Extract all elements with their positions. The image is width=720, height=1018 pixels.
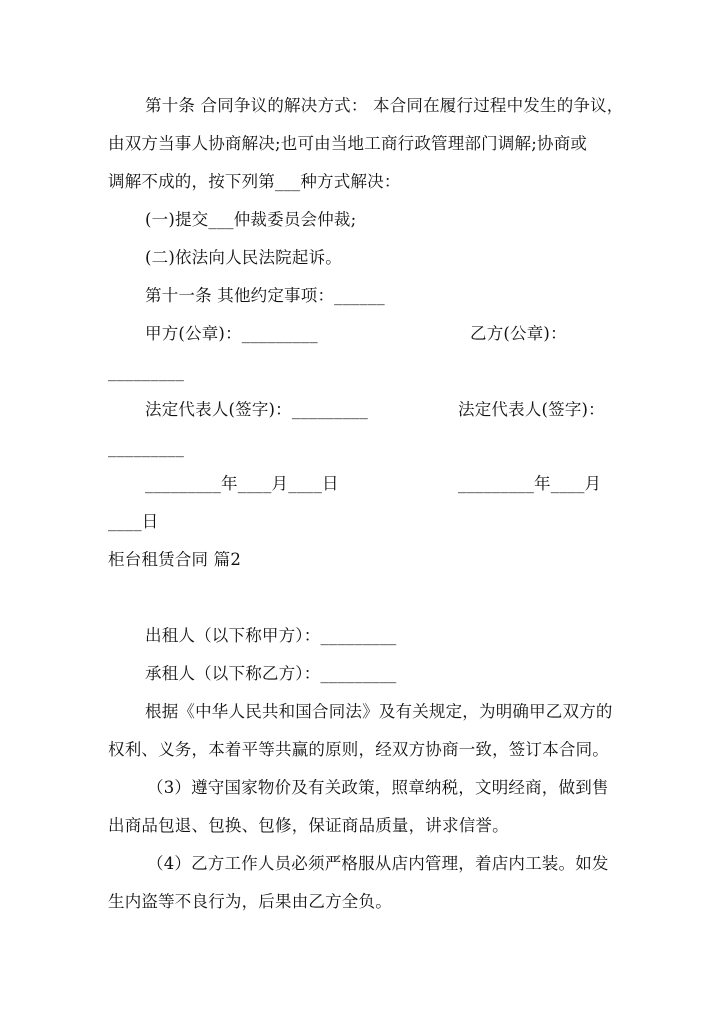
preamble-line-2: 权利、义务，本着平等共赢的原则，经双方协商一致，签订本合同。 — [108, 740, 609, 759]
party-a-seal: 甲方(公章)：_________ — [145, 324, 318, 343]
clause-3-line-2: 出商品包退、包换、包修，保证商品质量，讲求信誉。 — [108, 816, 509, 835]
party-b-seal-blank: _________ — [108, 362, 185, 381]
party-b-date: _________年____月 — [458, 474, 602, 493]
party-b-representative-blank: _________ — [108, 438, 185, 457]
clause-3-line-1: （3）遵守国家物价及有关政策，照章纳税，文明经商，做到售 — [147, 778, 609, 797]
option-lawsuit: (二)依法向人民法院起诉。 — [145, 248, 342, 267]
article-10-line-1: 第十条 合同争议的解决方式： 本合同在履行过程中发生的争议， — [145, 96, 624, 115]
preamble-line-1: 根据《中华人民共和国合同法》及有关规定，为明确甲乙双方的 — [145, 702, 613, 721]
party-a-representative: 法定代表人(签字)：_________ — [145, 400, 368, 419]
article-10-line-3: 调解不成的，按下列第___种方式解决： — [108, 172, 401, 191]
section-title: 柜台租赁合同 篇2 — [108, 550, 242, 569]
article-11: 第十一条 其他约定事项：______ — [145, 286, 385, 305]
party-b-date-day: ____日 — [108, 512, 159, 531]
clause-4-line-1: （4）乙方工作人员必须严格服从店内管理，着店内工装。如发 — [147, 854, 609, 873]
lessor-line: 出租人（以下称甲方）：_________ — [145, 626, 397, 645]
party-b-seal: 乙方(公章)： — [470, 324, 567, 343]
clause-4-line-2: 生内盗等不良行为，后果由乙方全负。 — [108, 892, 392, 911]
party-b-representative: 法定代表人(签字)： — [458, 400, 605, 419]
option-arbitration: (一)提交___仲裁委员会仲裁; — [145, 210, 357, 229]
lessee-line: 承租人（以下称乙方）：_________ — [145, 664, 397, 683]
article-10-line-2: 由双方当事人协商解决;也可由当地工商行政管理部门调解;协商或 — [108, 134, 588, 153]
party-a-date: _________年____月____日 — [145, 474, 339, 493]
